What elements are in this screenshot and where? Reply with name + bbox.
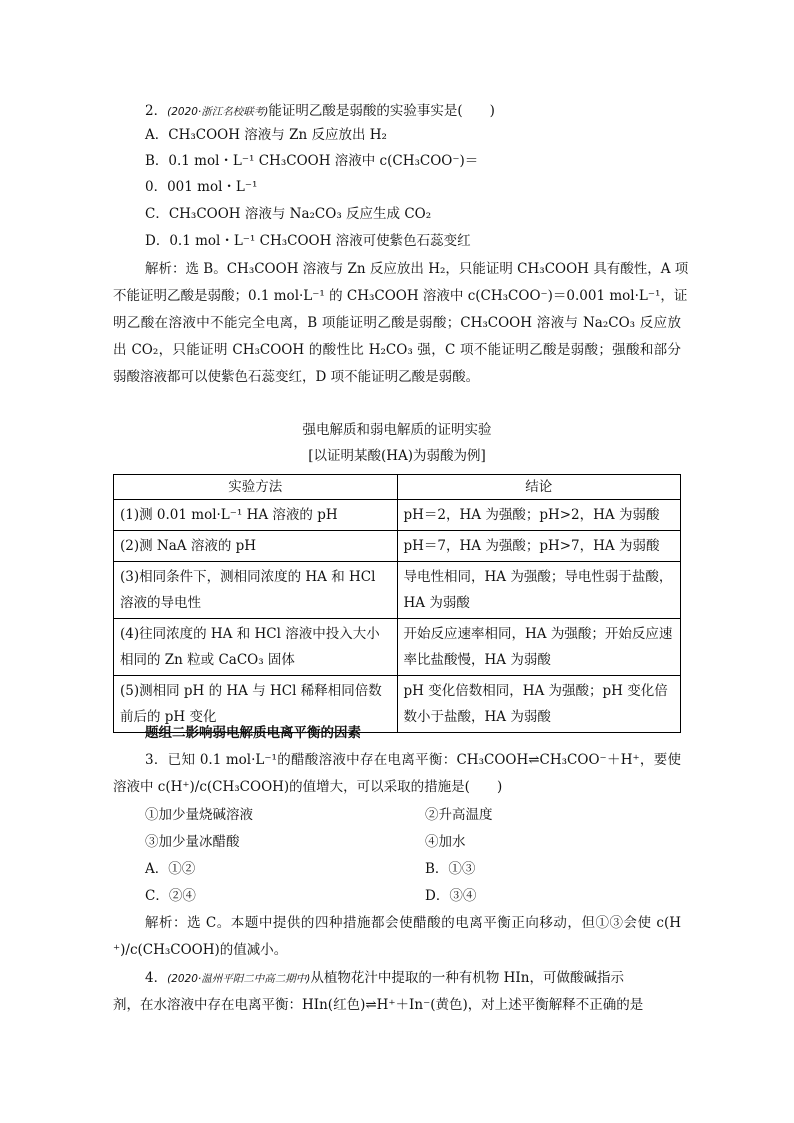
q2-source: (2020·浙江名校联考) <box>167 106 269 118</box>
q2-option-b: B．0.1 mol・L⁻¹ CH₃COOH 溶液中 c(CH₃COO⁻)＝ <box>145 153 479 169</box>
q3-option-a: A．①② <box>145 861 196 877</box>
table-row <box>114 562 681 619</box>
q2-stem <box>145 102 495 121</box>
table-cell-method: (3)相同条件下，测相同浓度的 HA 和 HCl 溶液的导电性 <box>114 562 398 619</box>
table-row <box>114 500 681 531</box>
q3-measure-1: ①加少量烧碱溶液 <box>145 807 253 823</box>
q2-stem-text: 能证明乙酸是弱酸的实验事实是( ) <box>268 103 495 119</box>
table-header-conclusion: 结论 <box>397 475 681 500</box>
box-subtitle: [以证明某酸(HA)为弱酸为例] <box>308 448 486 464</box>
q2-option-d: D．0.1 mol・L⁻¹ CH₃COOH 溶液可使紫色石蕊变红 <box>145 233 471 249</box>
table-cell-method: (1)测 0.01 mol·L⁻¹ HA 溶液的 pH <box>114 500 398 531</box>
table-cell-method: (5)测相同 pH 的 HA 与 HCl 稀释相同倍数前后的 pH 变化 <box>114 676 398 733</box>
table-cell-method: (4)往同浓度的 HA 和 HCl 溶液中投入大小相同的 Zn 粒或 CaCO₃ 固体 <box>114 619 398 676</box>
q3-stem-line1: 3．已知 0.1 mol·L⁻¹的醋酸溶液中存在电离平衡：CH₃COOH⇌CH₃COO⁻＋H⁺，要使 <box>145 752 681 768</box>
q2-number: 2． <box>145 103 168 119</box>
table-cell-conclusion: pH 变化倍数相同，HA 为强酸；pH 变化倍数小于盐酸，HA 为弱酸 <box>397 676 681 733</box>
q4-stem-line2: 剂，在水溶液中存在电离平衡：HIn(红色)⇌H⁺＋In⁻(黄色)，对上述平衡解释不正确的是 <box>113 997 644 1013</box>
table-header-row <box>114 475 681 500</box>
q2-analysis-line2: 不能证明乙酸是弱酸；0.1 mol·L⁻¹ 的 CH₃COOH 溶液中 c(CH₃COO⁻)＝0.001 mol·L⁻¹，证 <box>113 288 688 304</box>
q2-analysis-line5: 弱酸溶液都可以使紫色石蕊变红，D 项不能证明乙酸是弱酸。 <box>113 369 480 385</box>
q2-analysis-line3: 明乙酸在溶液中不能完全电离，B 项能证明乙酸是弱酸；CH₃COOH 溶液与 Na₂CO₃ 反应放 <box>113 315 681 331</box>
q3-option-c: C．②④ <box>145 888 196 904</box>
table-cell-conclusion: 导电性相同，HA 为强酸；导电性弱于盐酸，HA 为弱酸 <box>397 562 681 619</box>
q3-stem-line2: 溶液中 c(H⁺)/c(CH₃COOH)的值增大，可以采取的措施是( ) <box>113 779 503 795</box>
q3-measure-3: ③加少量冰醋酸 <box>145 834 240 850</box>
table-header-method: 实验方法 <box>114 475 398 500</box>
q3-option-d: D．③④ <box>425 888 477 904</box>
q3-measure-4: ④加水 <box>425 834 466 850</box>
q2-analysis-line1: 解析：选 B。CH₃COOH 溶液与 Zn 反应放出 H₂，只能证明 CH₃COOH 具有酸性，A 项 <box>145 261 689 277</box>
box-title: 强电解质和弱电解质的证明实验 <box>302 422 492 438</box>
q3-option-b: B．①③ <box>425 861 476 877</box>
q3-analysis-line1: 解析：选 C。本题中提供的四种措施都会使醋酸的电离平衡正向移动，但①③会使 c(H <box>145 915 681 931</box>
table-cell-conclusion: pH＝2，HA 为强酸；pH>2，HA 为弱酸 <box>397 500 681 531</box>
section-heading-group2: 题组二影响弱电解质电离平衡的因素 <box>145 725 361 741</box>
q2-option-a: A．CH₃COOH 溶液与 Zn 反应放出 H₂ <box>145 127 387 143</box>
q3-measure-2: ②升高温度 <box>425 807 493 823</box>
q4-source: (2020·温州平阳二中高二期中) <box>167 973 311 985</box>
q4-number: 4． <box>145 970 168 986</box>
experiment-table <box>113 474 681 733</box>
table-row <box>114 619 681 676</box>
q4-stem-line1 <box>145 969 624 988</box>
table-cell-method: (2)测 NaA 溶液的 pH <box>114 531 398 562</box>
table-cell-conclusion: pH＝7，HA 为强酸；pH>7，HA 为弱酸 <box>397 531 681 562</box>
q2-option-c: C．CH₃COOH 溶液与 Na₂CO₃ 反应生成 CO₂ <box>145 206 432 222</box>
q4-stem-text: 从植物花汁中提取的一种有机物 HIn，可做酸碱指示 <box>310 970 624 986</box>
table-row <box>114 531 681 562</box>
q3-analysis-line2: ⁺)/c(CH₃COOH)的值减小。 <box>113 942 288 958</box>
q2-analysis-line4: 出 CO₂，只能证明 CH₃COOH 的酸性比 H₂CO₃ 强，C 项不能证明乙酸是弱酸；强酸和部分 <box>113 342 681 358</box>
table-cell-conclusion: 开始反应速率相同，HA 为强酸；开始反应速率比盐酸慢，HA 为弱酸 <box>397 619 681 676</box>
q2-option-b-cont: 0．001 mol・L⁻¹ <box>145 179 258 195</box>
